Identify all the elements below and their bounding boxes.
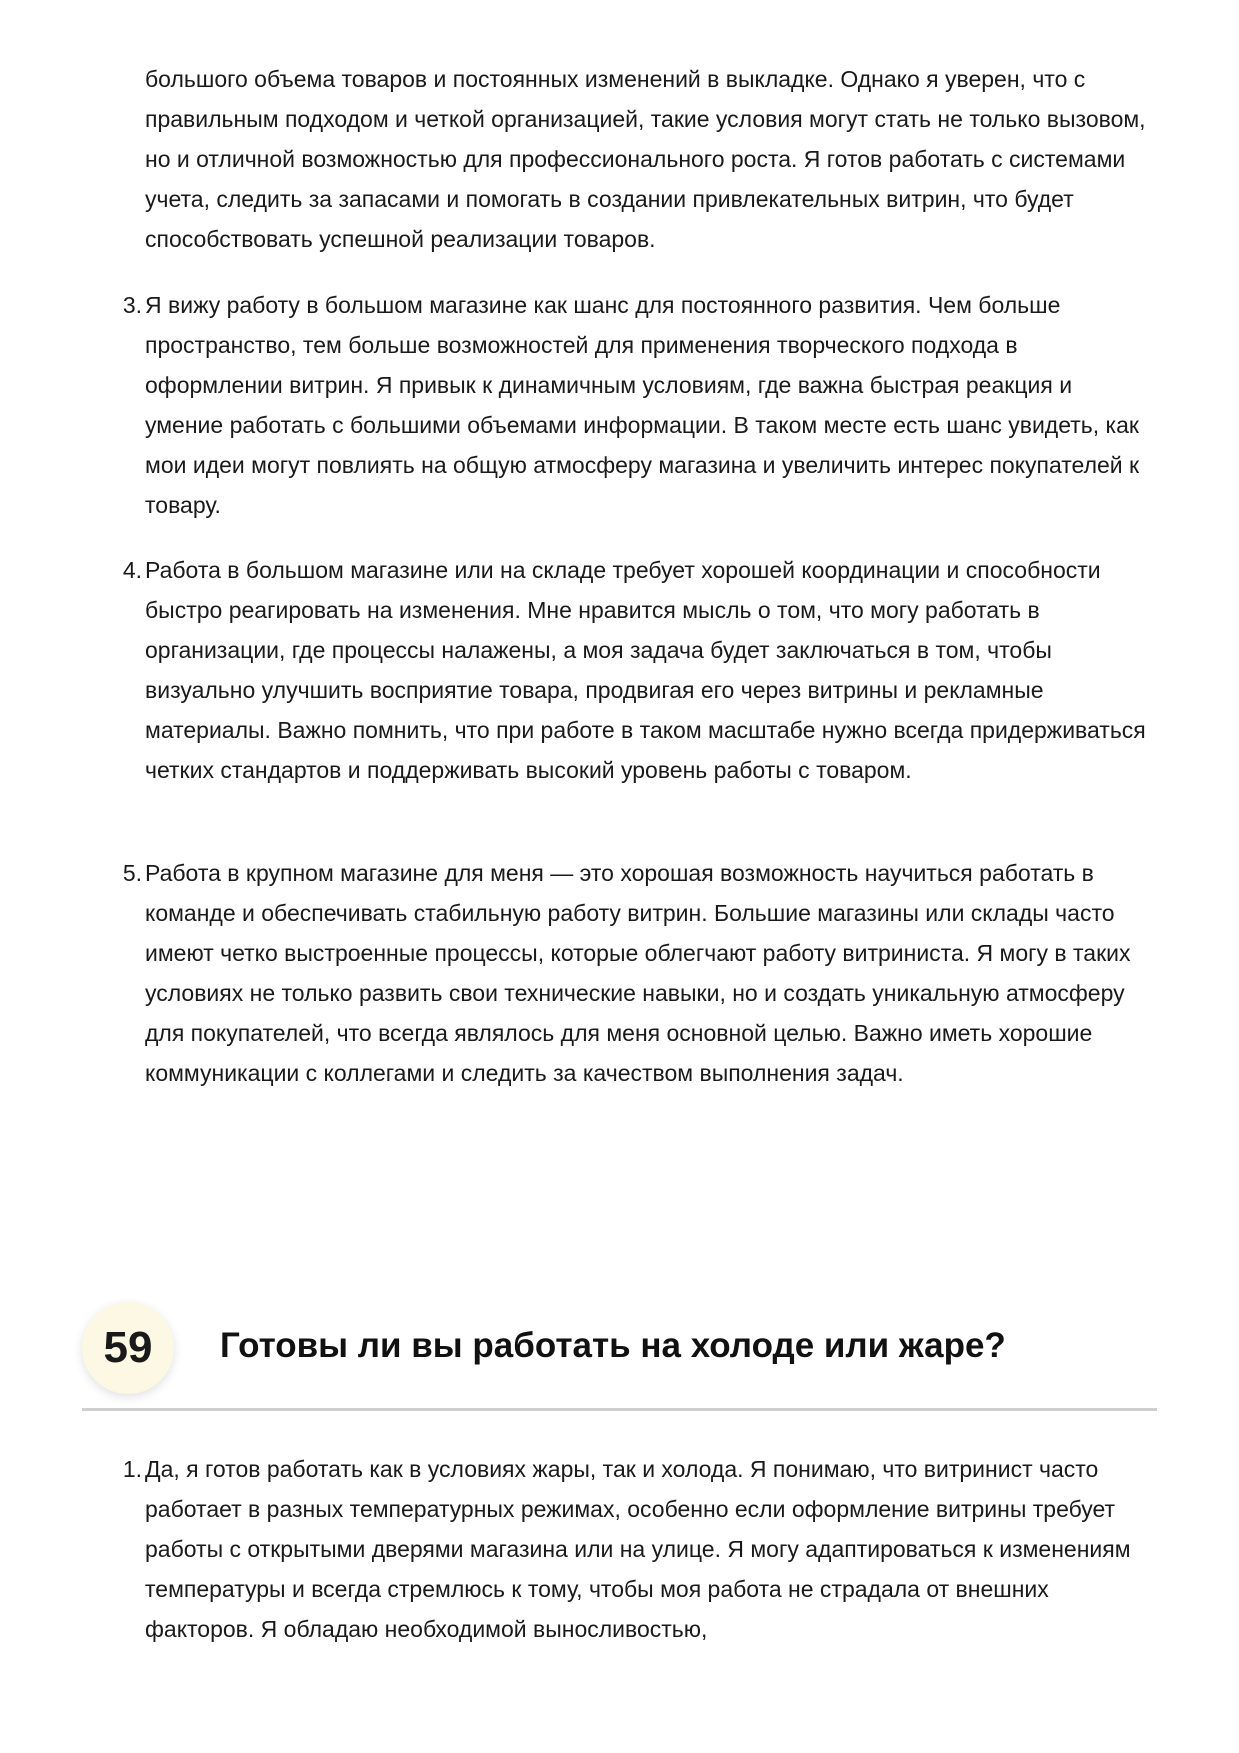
question-answer-item-1: [122, 1449, 1155, 1649]
question-header: [82, 1302, 1157, 1412]
answer-text: Да, я готов работать как в условиях жары, так и холода. Я понимаю, что витринист часто работает в разных температурных режимах, особенно если оформление витрины требует работы с открытыми дверями магазина или на улице. Я могу адаптироваться к изменениям температуры и всегда стремлюсь к тому, чтобы моя работа не страдала от внешних факторов. Я обладаю необходимой выносливостью,: [145, 1456, 1131, 1642]
question-title: Готовы ли вы работать на холоде или жаре?: [220, 1326, 1006, 1365]
question-divider: [82, 1408, 1157, 1411]
question-number-badge: 59: [82, 1302, 174, 1394]
answer-text: Работа в большом магазине или на складе требует хорошей координации и способности быстро реагировать на изменения. Мне нравится мысль о том, что могу работать в организации, где процессы налажены, а моя задача будет заключаться в том, чтобы визуально улучшить восприятие товара, продвигая его через витрины и рекламные материалы. Важно помнить, что при работе в таком масштабе нужно всегда придерживаться четких стандартов и поддерживать высокий уровень работы с товаром.: [145, 557, 1146, 783]
answer-number: 1.: [122, 1456, 142, 1482]
answer-text: Работа в крупном магазине для меня — это хорошая возможность научиться работать в команде и обеспечивать стабильную работу витрин. Большие магазины или склады часто имеют четко выстроенные процессы, которые облегчают работу витриниста. Я могу в таких условиях не только развить свои технические навыки, но и создать уникальную атмосферу для покупателей, что всегда являлось для меня основной целью. Важно иметь хорошие коммуникации с коллегами и следить за качеством выполнения задач.: [145, 860, 1131, 1086]
continuation-paragraph: большого объема товаров и постоянных изменений в выкладке. Однако я уверен, что с правильным подходом и четкой организацией, такие условия могут стать не только вызовом, но и отличной возможностью для профессионального роста. Я готов работать с системами учета, следить за запасами и помогать в создании привлекательных витрин, что будет способствовать успешной реализации товаров.: [145, 66, 1146, 252]
answer-item-4: [122, 550, 1155, 790]
answer-number: 4.: [122, 557, 142, 583]
answer-item-3: [122, 285, 1155, 525]
answer-number: 5.: [122, 860, 142, 886]
answer-item-5: [122, 853, 1155, 1093]
answer-number: 3.: [122, 292, 142, 318]
answer-text: Я вижу работу в большом магазине как шанс для постоянного развития. Чем больше пространство, тем больше возможностей для применения творческого подхода в оформлении витрин. Я привык к динамичным условиям, где важна быстрая реакция и умение работать с большими объемами информации. В таком месте есть шанс увидеть, как мои идеи могут повлиять на общую атмосферу магазина и увеличить интерес покупателей к товару.: [145, 292, 1140, 518]
